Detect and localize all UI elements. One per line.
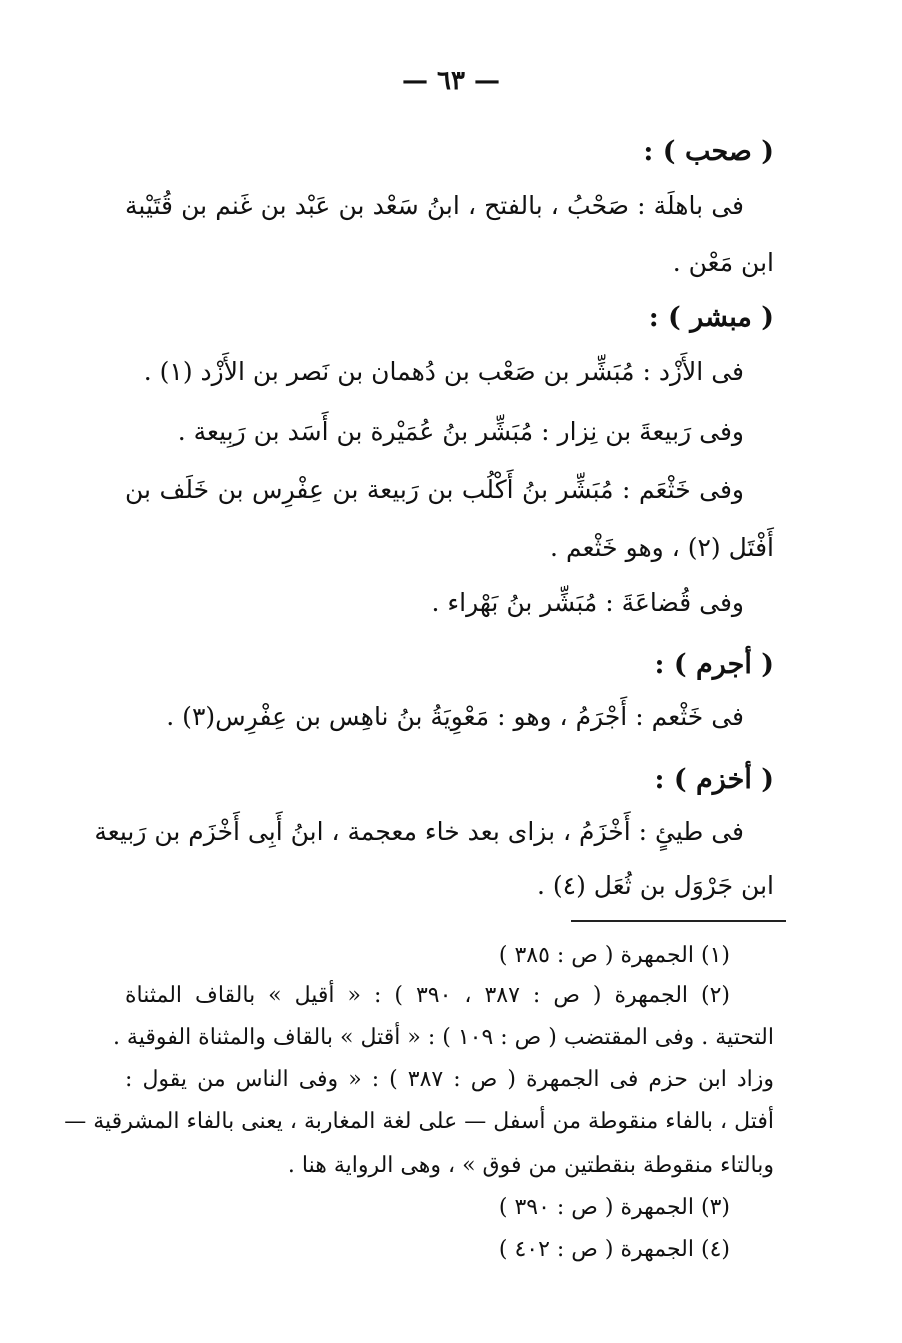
footnote-2-line: التحتية . وفى المقتضب ( ص : ١٠٩ ) : « أقتل » بالقاف والمثناة الفوقية . (112, 1025, 774, 1050)
footnote-1: (١) الجمهرة ( ص : ٣٨٥ ) (498, 943, 730, 968)
entry-heading-ajram: ( أجرم ) : (654, 649, 774, 680)
footnote-separator (571, 920, 786, 922)
entry-text-line: وفى رَبيعةَ بن نِزار : مُبَشِّر بنُ عُمَيْرة بن أَسَد بن رَبِيعة . (177, 417, 744, 446)
entry-text-line: أَفْتَل (٢) ، وهو خَثْعم . (550, 533, 774, 562)
entry-text-line: فى باهلَة : صَحْبُ ، بالفتح ، ابنُ سَعْد بن عَبْد بن غَنم بن قُتَيْبة (125, 191, 744, 220)
footnote-2-line: أفتل ، بالفاء منقوطة من أسفل — على لغة المغاربة ، يعنى بالفاء المشرقية — (64, 1109, 774, 1134)
footnote-4: (٤) الجمهرة ( ص : ٤٠٢ ) (498, 1237, 730, 1262)
entry-text-line: ابن جَرْوَل بن ثُعَل (٤) . (537, 871, 774, 900)
footnote-2-line: (٢) الجمهرة ( ص : ٣٨٧ ، ٣٩٠ ) : « أقيل » بالقاف المثناة (125, 983, 730, 1008)
entry-heading-sahb: ( صحب ) : (643, 136, 774, 167)
footnote-3: (٣) الجمهرة ( ص : ٣٩٠ ) (498, 1195, 730, 1220)
entry-text-line: وفى خَثْعَم : مُبَشِّر بنُ أَكْلُب بن رَبيعة بن عِفْرِس بن خَلَف بن (125, 475, 744, 504)
footnote-2-line: وبالتاء منقوطة بنقطتين من فوق » ، وهى الرواية هنا . (287, 1153, 774, 1178)
page-number: — ٦٣ — (401, 66, 501, 96)
entry-heading-mubashshir: ( مبشر ) : (648, 302, 774, 333)
entry-text-line: فى الأَزْد : مُبَشِّر بن صَعْب بن دُهمان بن نَصر بن الأَزْد (١) . (143, 357, 744, 386)
entry-text-line: فى خَثْعم : أَجْرَمُ ، وهو : مَعْوِيَةُ بنُ ناهِس بن عِفْرِس(٣) . (166, 702, 744, 731)
footnote-2-line: وزاد ابن حزم فى الجمهرة ( ص : ٣٨٧ ) : « وفى الناس من يقول : (125, 1067, 775, 1092)
entry-heading-akhzam: ( أخزم ) : (654, 764, 774, 795)
entry-text-line: وفى قُضاعَةَ : مُبَشِّر بنُ بَهْراء . (431, 588, 744, 617)
entry-text-line: فى طيئٍ : أَخْزَمُ ، بزاى بعد خاء معجمة ، ابنُ أَبِى أَخْزَم بن رَبيعة (94, 817, 744, 846)
entry-text-line: ابن مَعْن . (672, 248, 774, 277)
